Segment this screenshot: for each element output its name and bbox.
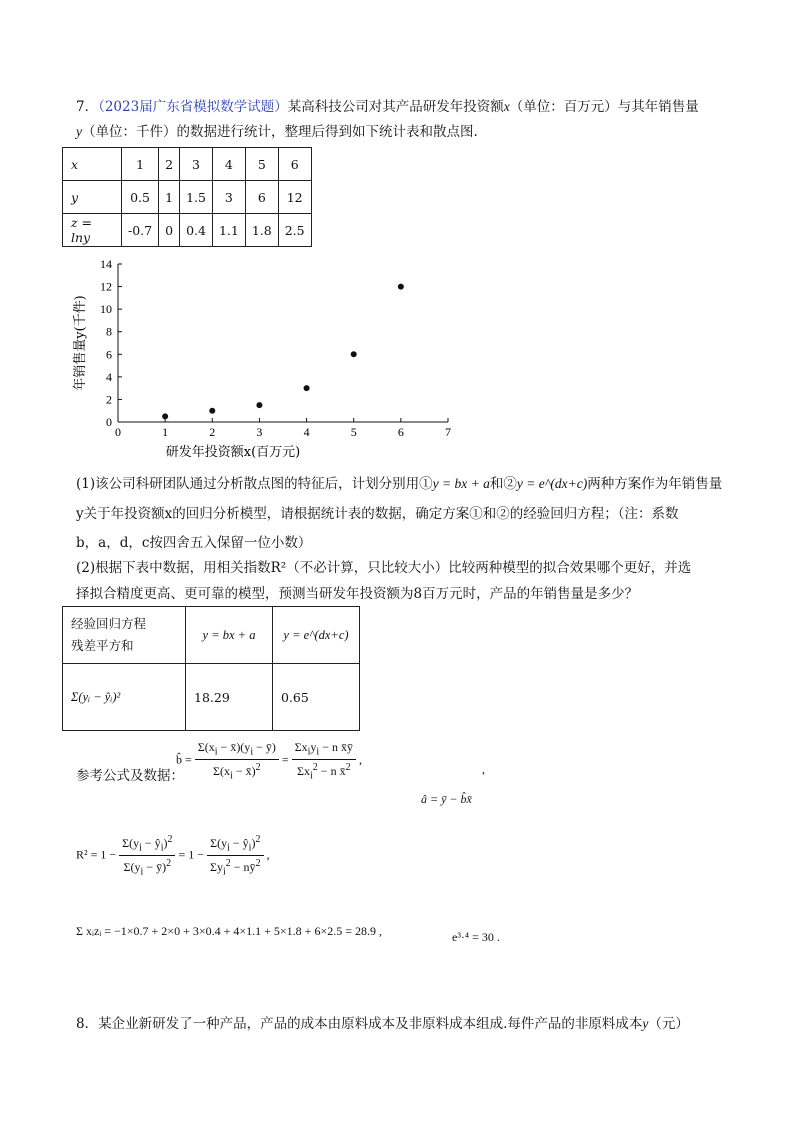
q7-source-link[interactable]: （2023届广东省模拟数学试题） (98, 99, 288, 115)
data-table-cell: 0.4 (180, 214, 213, 247)
data-table-cell: 1.8 (245, 214, 278, 247)
residual-value-1: 18.29 (186, 664, 273, 731)
b-hat-formula: b̂ = $\frac{\Sigma(x_i - x̄)(y_i - ȳ)}{\Sigma(x_i - x̄)^2}$ = $\frac{\Sigma x_iy_i - n x̄ȳ}{\Sigma x_i^2 - n x̄^2}$ , (176, 740, 362, 782)
data-table-cell: 1 (122, 148, 159, 181)
data-table-cell: 3 (180, 148, 213, 181)
q7-var-x: x (503, 99, 510, 114)
data-table-cell: 6 (245, 181, 278, 214)
part1-text-b: 和② (489, 476, 517, 492)
part1-text-c: 两种方案作为年销售量 (587, 476, 723, 492)
residual-header-label-2: 残差平方和 (71, 638, 134, 653)
q7-var-y: y (76, 124, 82, 139)
y-tick-label: 14 (100, 257, 112, 271)
data-table-cell: 3 (212, 181, 245, 214)
x-tick-label: 4 (303, 425, 310, 439)
y-tick-label: 12 (100, 279, 112, 294)
data-point (304, 385, 310, 391)
r2-frac-1: $\frac{\Sigma(y_i - ŷ_i)^2}{\Sigma(y_i - ȳ)^2}$ (119, 834, 175, 878)
y-tick-label: 2 (106, 392, 112, 407)
x-tick-label: 5 (350, 425, 357, 439)
b-hat-frac-2: $\frac{\Sigma x_iy_i - n x̄ȳ}{\Sigma x_i^2 - n x̄^2}$ (292, 740, 356, 782)
x-tick-label: 1 (162, 425, 169, 439)
q8-text: 8．某企业新研发了一种产品，产品的成本由原料成本及非原料成本组成.每件产品的非原料成本 (76, 1016, 643, 1032)
data-table-cell: 2 (159, 148, 180, 181)
b-hat-frac-1: $\frac{\Sigma(x_i - x̄)(y_i - ȳ)}{\Sigma(x_i - x̄)^2}$ (195, 740, 279, 782)
x-tick-label: 3 (256, 425, 263, 439)
residual-row-label: Σ(yᵢ − ŷᵢ)² (63, 664, 186, 731)
y-tick-label: 10 (100, 302, 112, 317)
data-point (351, 351, 357, 357)
data-table-cell: 0.5 (122, 181, 159, 214)
residual-col2: y = e^(dx+c) (273, 607, 360, 664)
data-table-cell: 4 (212, 148, 245, 181)
scatter-chart (60, 256, 480, 466)
part1-line2: y关于年投资额x的回归分析模型，请根据统计表的数据，确定方案①和②的经验回归方程；（注：系数 (76, 506, 679, 522)
x-tick-label: 7 (445, 425, 451, 439)
part2-line2: 择拟合精度更高、更可靠的模型，预测当研发年投资额为8百万元时，产品的年销售量是多少？ (76, 586, 639, 602)
data-table-cell: 2.5 (278, 214, 311, 247)
q7-intro-line1 (76, 96, 736, 118)
x-tick-label: 2 (209, 425, 216, 439)
q8-unit: （元） (648, 1016, 689, 1032)
q8-line (76, 1012, 736, 1036)
r2-lhs: R² = 1 − (76, 847, 117, 862)
r2-formula: R² = 1 − $\frac{\Sigma(y_i - ŷ_i)^2}{\Sigma(y_i - ȳ)^2}$ = 1 − $\frac{\Sigma(y_i - ŷ_i)^2}{\Sigma y_i^2 - nȳ^2}$ , (76, 834, 270, 878)
data-table-cell: 6 (278, 148, 311, 181)
q7-number: 7． (76, 99, 99, 115)
data-point (398, 284, 404, 290)
data-table-cell: 1.1 (212, 214, 245, 247)
b-hat-lhs: b̂ = (176, 752, 192, 767)
data-table-row (63, 214, 312, 247)
data-point (162, 413, 168, 419)
data-table-row-head: z = lny (63, 214, 122, 247)
q7-intro-c: （单位：千件）的数据进行统计，整理后得到如下统计表和散点图. (82, 124, 478, 140)
data-table (62, 147, 312, 247)
residual-header-label-1: 经验回归方程 (71, 616, 147, 631)
part1-line1 (76, 472, 736, 496)
data-point (256, 402, 262, 408)
data-table-cell: 12 (278, 181, 311, 214)
comma-sep: , (482, 762, 485, 776)
r2-frac-2: $\frac{\Sigma(y_i - ŷ_i)^2}{\Sigma y_i^2 - nȳ^2}$ (207, 834, 264, 878)
data-table-row (63, 148, 312, 181)
q7-intro-b: （单位：百万元）与其年销售量 (509, 99, 699, 115)
y-tick-label: 8 (106, 324, 112, 339)
data-table-cell: 0 (159, 214, 180, 247)
x-tick-label: 6 (397, 425, 404, 439)
data-table-row-head: x (63, 148, 122, 181)
x-axis-label: 研发年投资额x(百万元) (165, 445, 301, 460)
part1-model1: y = bx + a (432, 476, 490, 491)
data-table-cell: 5 (245, 148, 278, 181)
a-hat-formula: â = ȳ − b̂x̄ (421, 792, 472, 806)
residual-table (62, 606, 360, 731)
e-value: e³·⁴ = 30 . (452, 930, 500, 944)
y-axis-label: 年销售量y(千件) (73, 295, 88, 391)
reference-label: 参考公式及数据： (76, 768, 184, 784)
data-table-row-head: y (63, 181, 122, 214)
y-tick-label: 6 (106, 347, 112, 362)
data-table-cell: -0.7 (122, 214, 159, 247)
data-table-row (63, 181, 312, 214)
sum-xz-line: Σ xᵢzᵢ = −1×0.7 + 2×0 + 3×0.4 + 4×1.1 + 5×1.8 + 6×2.5 = 28.9 , (76, 924, 382, 938)
part1-model2: y = e^(dx+c) (516, 476, 588, 491)
data-table-cell: 1.5 (180, 181, 213, 214)
data-table-cell: 1 (159, 181, 180, 214)
residual-header-label (63, 607, 186, 664)
part2-line1: (2)根据下表中数据，用相关指数R²（不必计算，只比较大小）比较两种模型的拟合效果哪个更好，并选 (76, 560, 692, 576)
q7-intro-line2 (76, 121, 736, 143)
y-tick-label: 4 (106, 369, 112, 384)
residual-value-2: 0.65 (273, 664, 360, 731)
data-point (209, 408, 215, 414)
q7-intro-a: 某高科技公司对其产品研发年投资额 (287, 99, 504, 115)
part1-line3: b，a，d，c按四舍五入保留一位小数） (76, 535, 312, 551)
q8-var: y (642, 1016, 649, 1031)
residual-col1: y = bx + a (186, 607, 273, 664)
x-tick-label: 0 (115, 425, 121, 439)
y-tick-label: 0 (106, 415, 112, 429)
part1-text-a: (1)该公司科研团队通过分析散点图的特征后，计划分别用① (76, 476, 433, 492)
